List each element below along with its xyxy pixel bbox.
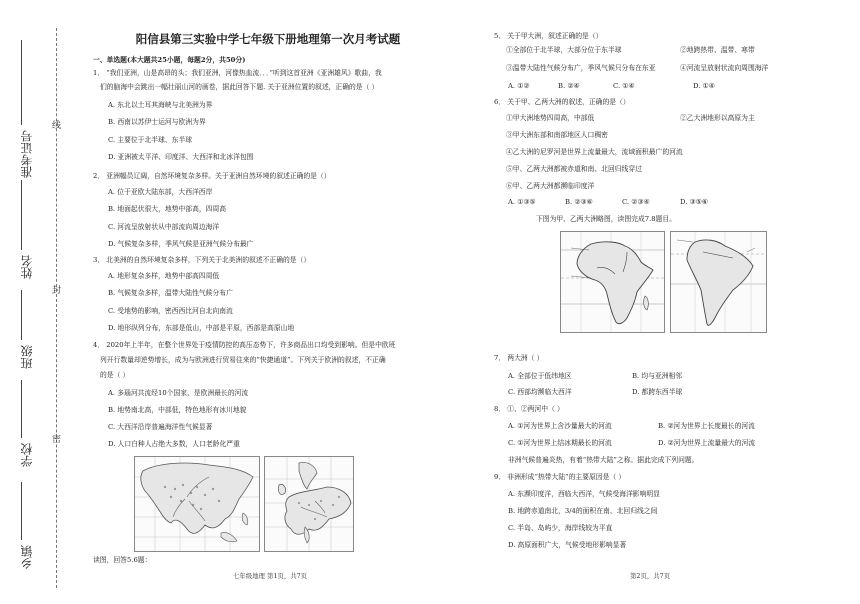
q6-stem: 6． 关于甲、乙两大洲的叙述，正确的是（） — [494, 98, 630, 106]
q1-option-a[interactable]: A. 东北以土耳其海峡与北美洲为界 — [108, 101, 213, 109]
q5-item-2: ②地跨热带、温带、寒带 — [680, 46, 755, 54]
q6-option-a[interactable]: A. ①③⑤ — [508, 198, 536, 206]
q4-option-b[interactable]: B. 地势南北高，中部低，特色地形有冰川地貌 — [108, 406, 247, 414]
exam-title: 阳信县第三实验中学七年级下册地理第一次月考试题 — [135, 32, 401, 46]
q5-option-a[interactable]: A. ①② — [508, 82, 530, 90]
seal-word-seal: 封 — [52, 286, 62, 296]
europe-map — [264, 456, 354, 552]
q4-option-d[interactable]: D. 人口白种人占绝大多数，人口老龄化严重 — [108, 440, 240, 448]
q9-option-a[interactable]: A. 东濒印度洋，西临大西洋，气候受海洋影响明显 — [508, 490, 660, 498]
q2-option-b[interactable]: B. 地面起伏很大，地势中部高，四周高 — [108, 205, 227, 213]
q6-option-c[interactable]: C. ②③④ — [622, 198, 650, 206]
q2-option-c[interactable]: C. 河流呈放射状从中部流向周边海洋 — [108, 223, 220, 231]
q1-option-d[interactable]: D. 亚洲被太平洋、印度洋、大西洋和北冰洋包围 — [108, 153, 254, 161]
asia-map — [134, 456, 260, 552]
exam-no-blank[interactable] — [21, 40, 22, 125]
south-america-map — [670, 231, 767, 333]
name-label: 姓名 — [20, 255, 34, 279]
q6-item-2: ②乙大洲地形以高原为主 — [680, 114, 755, 122]
town-blank[interactable] — [21, 482, 22, 540]
map-intro: 下图为甲、乙两大洲略图，读图完成7.8题目。 — [536, 215, 676, 223]
q8-option-a[interactable]: A. ①河为世界上含沙量最大的河流 — [508, 422, 612, 430]
name-blank[interactable] — [21, 180, 22, 250]
q9-option-d[interactable]: D. 高原面积广大，气候受地形影响显著 — [508, 541, 627, 549]
q7-option-c[interactable]: C. 西部均濒临大西洋 — [508, 388, 572, 396]
q4-option-c[interactable]: C. 大西洋沿岸普遍海洋性气候显著 — [108, 423, 213, 431]
q7-option-a[interactable]: A. 全部位于低纬地区 — [508, 372, 572, 380]
q2-option-d[interactable]: D. 气候复杂多样，季风气候是亚洲气候分布最广 — [108, 240, 254, 248]
q1-option-c[interactable]: C. 主要位于北半球、东半球 — [108, 136, 193, 144]
q5-item-1: ①全部位于北半球，大部分位于东半球 — [506, 46, 622, 54]
q3-option-c[interactable]: C. 受地势的影响，密西西比河自北向南流 — [108, 307, 233, 315]
q5-item-4: ④河流呈放射状流向周围海洋 — [680, 64, 769, 72]
class-label: 班级 — [20, 345, 34, 369]
q5-item-3: ③温带大陆性气候分布广，季风气候只分布在东亚 — [506, 64, 656, 72]
q6-item-3: ③甲大洲东部和南部地区人口稠密 — [506, 131, 608, 139]
q9-option-c[interactable]: C. 半岛、岛屿少，海岸线较为平直 — [508, 524, 613, 532]
q3-stem: 3． 北美洲的自然环境复杂多样，下列关于北美洲的叙述不正确的是（） — [93, 256, 311, 264]
q8-option-d[interactable]: D. ②河为世界上流量最大的河流 — [658, 439, 756, 447]
left-page-footer: 七年级地理 第1页，共7页 — [233, 572, 308, 580]
q5-stem: 5． 关于甲大洲，叙述正确的是（） — [494, 32, 603, 40]
q6-item-4: ④乙大洲的尼罗河是世界上流量最大，流域面积最广的河流 — [506, 148, 683, 156]
q3-option-a[interactable]: A. 地形复杂多样，地势中部高四周低 — [108, 272, 220, 280]
q7-stem: 7． 两大洲（ ） — [494, 354, 544, 362]
section-heading: 一、单选题(本大题共25小题，每题2分，共50分) — [93, 56, 246, 64]
q9-stem: 9． 非洲形成“热带大陆”的主要原因是（ ） — [494, 473, 626, 481]
q4-stem-line2: 列开行数量却逆势增长，成为与欧洲进行贸易往来的“快捷通道”。下列关于欧洲的叙述，不正确 — [100, 356, 386, 364]
q5-option-d[interactable]: D. ①④ — [693, 82, 715, 90]
q4-stem-line1: 4． 2020年上半年，在整个世界处于疫情防控的高压态势下，许多商品出口均受到影响。但是中欧班 — [93, 341, 396, 349]
q6-item-6: ⑥甲、乙两大洲都濒临印度洋 — [506, 182, 595, 190]
q9-option-b[interactable]: B. 地跨赤道南北，3/4的面积在南、北回归线之间 — [508, 507, 658, 515]
q6-option-b[interactable]: B. ②③⑥ — [565, 198, 593, 206]
q4-option-a[interactable]: A. 多瑙河共流经10个国家，是欧洲最长的河流 — [108, 389, 249, 397]
town-label: 乡镇 — [20, 545, 34, 569]
q8-stem: 8． ①、②两河中（ ） — [494, 405, 564, 413]
q2-option-a[interactable]: A. 位于亚欧大陆东部，大西洋西岸 — [108, 188, 213, 196]
q1-stem-line2: 们的脑海中会跳出一幅壮丽山河的画卷，据此回答下题. 关于亚洲位置的叙述，正确的是（ ） — [100, 83, 379, 91]
map-question-prompt: 读图，回答5.6题： — [93, 556, 152, 564]
q4-stem-line3: 的是（ ） — [100, 371, 130, 379]
q5-option-c[interactable]: C. ①④ — [613, 82, 635, 90]
school-blank[interactable] — [21, 380, 22, 438]
q1-stem-line1: 1． “我们亚洲，山是高昂的头；我们亚洲，河像热血流．．．”听到这首亚洲《亚洲雄风》歌曲，我 — [93, 69, 382, 77]
q6-item-5: ⑤甲、乙两大洲都被赤道和南、北回归线穿过 — [506, 165, 642, 173]
africa-passage: 非洲气候普遍炎热，有着“热带大陆”之称。据此完成下列问题。 — [508, 456, 699, 464]
seal-word-secret: 密 — [52, 435, 62, 445]
q6-item-1: ①甲大洲地势四周高，中部低 — [506, 114, 595, 122]
q2-stem: 2． 亚洲幅员辽阔，自然环境复杂多样。关于亚洲自然环境的叙述正确的是（） — [93, 172, 331, 180]
q8-option-b[interactable]: B. ②河为世界上长度最长的河流 — [658, 422, 755, 430]
school-label: 学校 — [20, 443, 34, 467]
africa-map — [560, 231, 665, 333]
q7-option-b[interactable]: B. 均与亚洲相邻 — [632, 372, 683, 380]
q3-option-b[interactable]: B. 气候复杂多样，温带大陆性气候分布广 — [108, 289, 233, 297]
q3-option-d[interactable]: D. 地形纵列分布，东部是低山，中部是平原，西部是高原山地 — [108, 324, 295, 332]
q8-option-c[interactable]: C. ①河为世界上结冰期最长的河流 — [508, 439, 612, 447]
q6-option-d[interactable]: D. ③⑤⑥ — [680, 198, 708, 206]
binding-line — [56, 28, 57, 588]
right-page-footer: 第2页，共7页 — [630, 572, 671, 580]
class-blank[interactable] — [21, 290, 22, 340]
q5-option-b[interactable]: B. ②④ — [558, 82, 580, 90]
exam-no-label: 准考证号 — [20, 130, 34, 178]
q1-option-b[interactable]: B. 西南以苏伊士运河与欧洲为界 — [108, 118, 206, 126]
seal-word-line: 线 — [52, 121, 62, 131]
q7-option-d[interactable]: D. 都跨东西半球 — [632, 388, 683, 396]
